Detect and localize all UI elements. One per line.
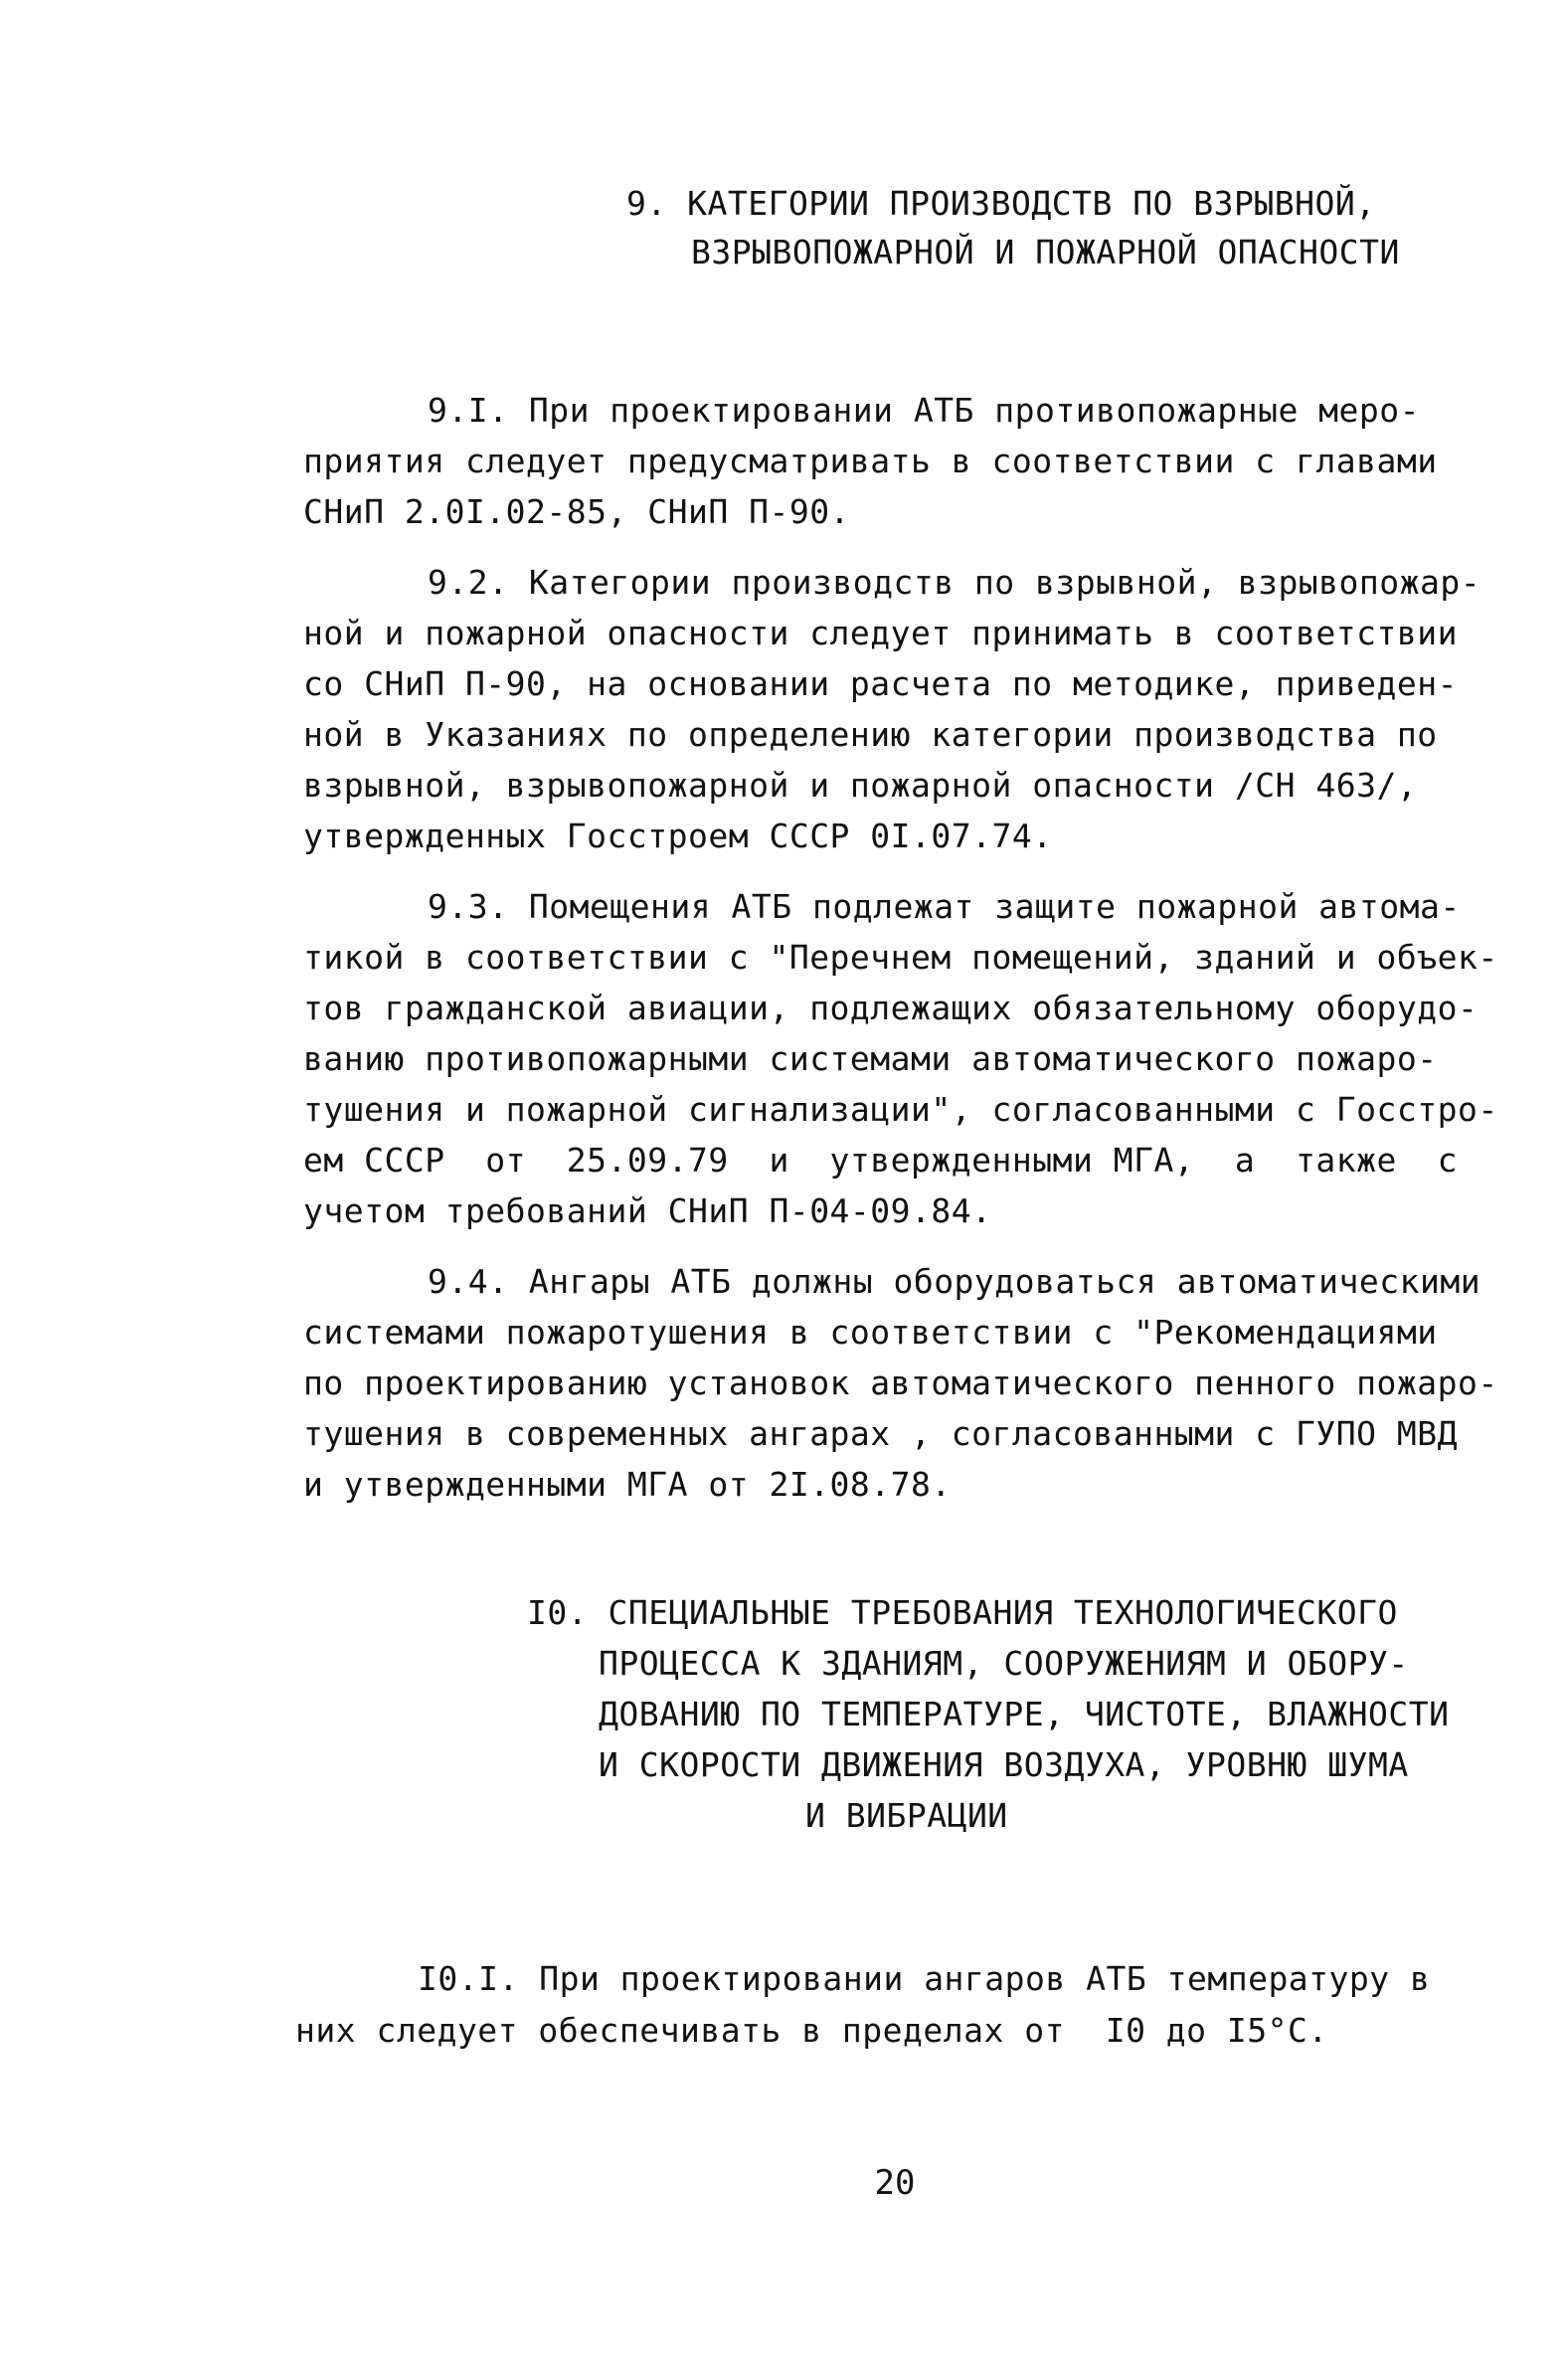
page-number: 20	[874, 2163, 916, 2203]
section-9-heading-line-2: ВЗРЫВОПОЖАРНОЙ И ПОЖАРНОЙ ОПАСНОСТИ	[691, 233, 1400, 272]
paragraph-9-1-line-2: приятия следует предусматривать в соответствии с главами	[303, 442, 1438, 480]
paragraph-9-2-line-5: взрывной, взрывопожарной и пожарной опасности /СН 463/,	[303, 766, 1418, 805]
paragraph-9-1-line-3: СНиП 2.0I.02-85, СНиП П-90.	[303, 492, 850, 531]
paragraph-9-3-line-7: учетом требований СНиП П-04-09.84.	[303, 1191, 992, 1230]
paragraph-9-2-line-3: со СНиП П-90, на основании расчета по методике, приведен-	[303, 664, 1458, 703]
paragraph-9-3-line-1: 9.3. Помещения АТБ подлежат защите пожарной автома-	[428, 887, 1461, 926]
section-9-heading-line-1: 9. КАТЕГОРИИ ПРОИЗВОДСТВ ПО ВЗРЫВНОЙ,	[626, 184, 1376, 223]
paragraph-9-3-line-5: тушения и пожарной сигнализации", согласованными с Госстро-	[303, 1090, 1498, 1129]
paragraph-9-3-line-6: ем СССР от 25.09.79 и утвержденными МГА, а также с	[303, 1141, 1458, 1180]
paragraph-9-1-line-1: 9.I. При проектировании АТБ противопожарные меро-	[428, 391, 1421, 430]
paragraph-9-3-line-2: тикой в соответствии с "Перечнем помещений, зданий и объек-	[303, 938, 1498, 977]
paragraph-10-1-line-2: них следует обеспечивать в пределах от I0 до I5°C.	[295, 2011, 1328, 2050]
paragraph-9-4-line-1: 9.4. Ангары АТБ должны оборудоваться автоматическими	[428, 1262, 1481, 1301]
paragraph-9-3-line-4: ванию противопожарными системами автоматического пожаро-	[303, 1039, 1438, 1078]
paragraph-9-4-line-5: и утвержденными МГА от 2I.08.78.	[303, 1465, 952, 1504]
paragraph-9-2-line-1: 9.2. Категории производств по взрывной, взрывопожар-	[428, 563, 1481, 602]
paragraph-9-4-line-4: тушения в современных ангарах , согласованными с ГУПО МВД	[303, 1414, 1458, 1453]
paragraph-10-1-line-1: I0.I. При проектировании ангаров АТБ температуру в	[418, 1959, 1431, 1998]
paragraph-9-2-line-6: утвержденных Госстроем СССР 0I.07.74.	[303, 817, 1053, 855]
section-10-heading-line-3: ДОВАНИЮ ПО ТЕМПЕРАТУРЕ, ЧИСТОТЕ, ВЛАЖНОСТИ	[599, 1695, 1450, 1733]
paragraph-9-2-line-4: ной в Указаниях по определению категории производства по	[303, 715, 1438, 754]
paragraph-9-2-line-2: ной и пожарной опасности следует принимать в соответствии	[303, 614, 1458, 652]
section-10-heading-line-5: И ВИБРАЦИИ	[805, 1796, 1008, 1835]
paragraph-9-4-line-3: по проектированию установок автоматического пенного пожаро-	[303, 1363, 1498, 1402]
section-10-heading-line-1: I0. СПЕЦИАЛЬНЫЕ ТРЕБОВАНИЯ ТЕХНОЛОГИЧЕСКОГО	[527, 1593, 1398, 1632]
section-10-heading-line-2: ПРОЦЕССА К ЗДАНИЯМ, СООРУЖЕНИЯМ И ОБОРУ-	[599, 1644, 1409, 1683]
paragraph-9-3-line-3: тов гражданской авиации, подлежащих обязательному оборудо-	[303, 989, 1479, 1027]
section-10-heading-line-4: И СКОРОСТИ ДВИЖЕНИЯ ВОЗДУХА, УРОВНЮ ШУМА	[599, 1745, 1409, 1784]
paragraph-9-4-line-2: системами пожаротушения в соответствии с "Рекомендациями	[303, 1313, 1438, 1352]
